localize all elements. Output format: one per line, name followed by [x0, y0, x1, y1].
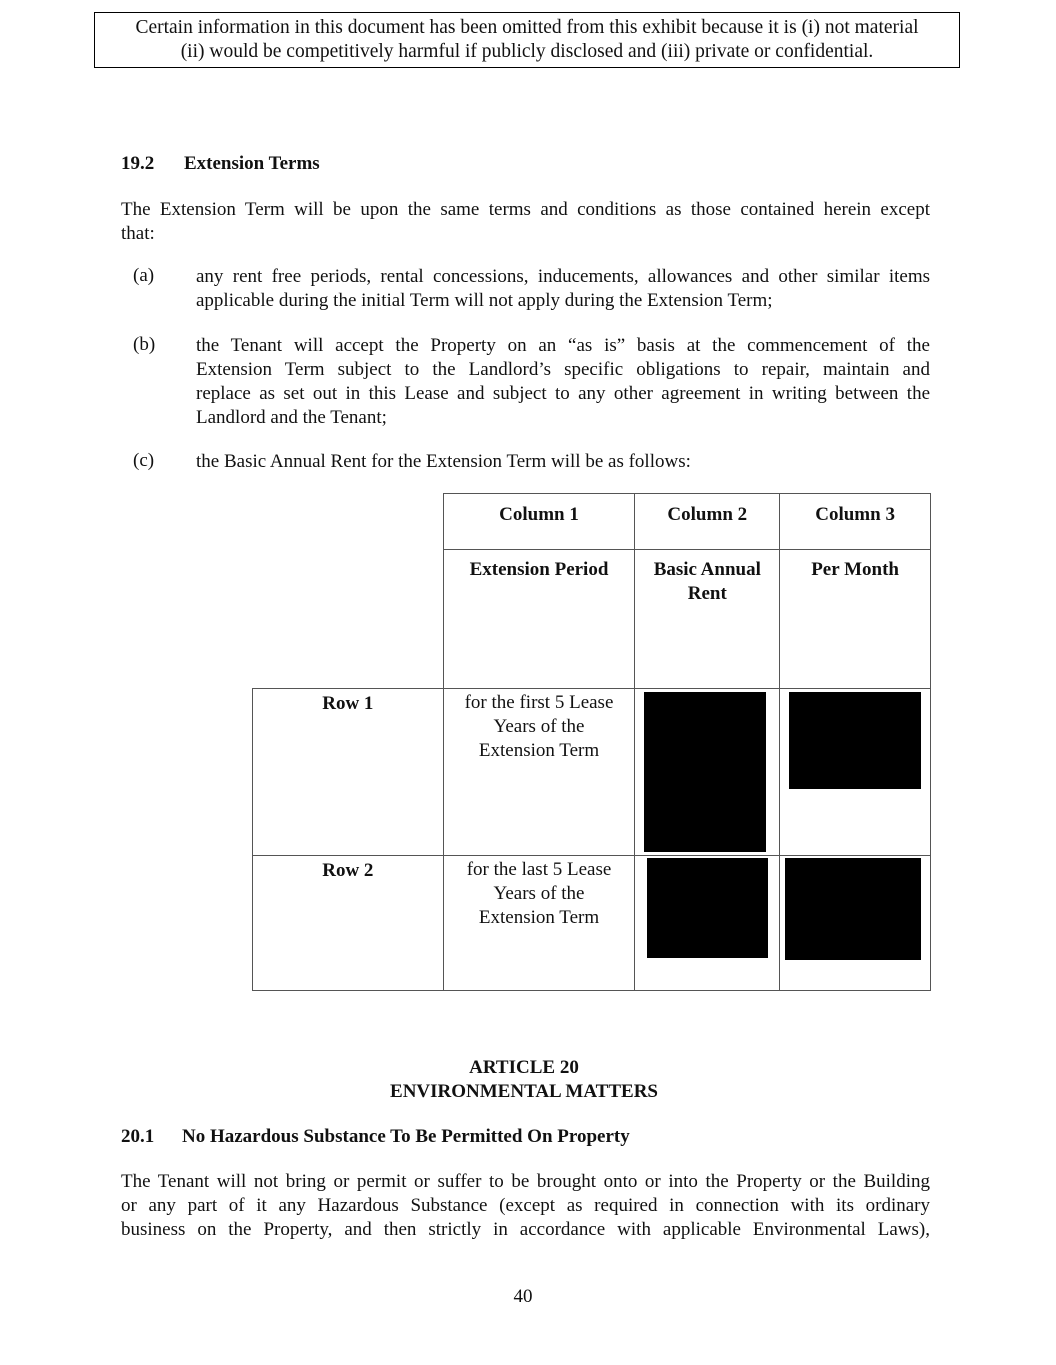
- section-20-1-number: 20.1: [121, 1126, 155, 1147]
- intro-line-2: that:: [121, 223, 155, 244]
- intro-line-1: The Extension Term will be upon the same terms and conditions as those contained herein except: [121, 199, 930, 220]
- redaction-block: [644, 692, 766, 852]
- header-basic-annual-rent-line-2: Rent: [687, 583, 727, 604]
- section-19-2-intro: [121, 198, 930, 246]
- section-19-2-title: Extension Terms: [184, 153, 320, 174]
- section-20-1-line-1: The Tenant will not bring or permit or suffer to be brought onto or into the Property or the Building: [121, 1171, 930, 1192]
- page-number: 40: [513, 1286, 533, 1307]
- section-20-1-line-3: business on the Property, and then strictly in accordance with applicable Environmental Laws),: [121, 1219, 930, 1240]
- item-a-text: [196, 265, 930, 313]
- table-corner-lower: [253, 550, 444, 689]
- column-title-2: Column 2: [635, 494, 780, 550]
- row-1-per-month-cell: [780, 689, 931, 856]
- row-2-annual-rent-cell: [635, 856, 780, 991]
- column-title-3: Column 3: [780, 494, 931, 550]
- header-basic-annual-rent-line-1: Basic Annual: [653, 559, 761, 580]
- article-20-title: ENVIRONMENTAL MATTERS: [390, 1081, 658, 1102]
- item-b-text: [196, 334, 930, 430]
- row-1-period-line-2: Years of the: [493, 716, 585, 737]
- section-20-1-text: [121, 1170, 930, 1242]
- item-b-line-2: Extension Term subject to the Landlord’s specific obligations to repair, maintain and: [196, 359, 930, 380]
- item-a-line-2: applicable during the initial Term will not apply during the Extension Term;: [196, 290, 773, 311]
- row-2-period-line-3: Extension Term: [478, 907, 600, 928]
- item-b-line-1: the Tenant will accept the Property on an “as is” basis at the commencement of the: [196, 335, 930, 356]
- row-2-per-month-cell: [780, 856, 931, 991]
- column-title-1: Column 1: [443, 494, 635, 550]
- table-row: [253, 856, 931, 991]
- table-row-column-titles: [253, 494, 931, 550]
- row-1-annual-rent-cell: [635, 689, 780, 856]
- row-label-1: Row 1: [253, 689, 444, 856]
- rent-table: [252, 493, 931, 991]
- row-2-period-line-1: for the last 5 Lease: [466, 859, 612, 880]
- redaction-block: [647, 858, 768, 958]
- item-a-label: (a): [133, 265, 155, 286]
- table-row: [253, 689, 931, 856]
- item-a-line-1: any rent free periods, rental concessions, inducements, allowances and other similar items: [196, 266, 930, 287]
- row-1-period-line-1: for the first 5 Lease: [464, 692, 614, 713]
- row-1-period-line-3: Extension Term: [478, 740, 600, 761]
- header-per-month: Per Month: [780, 550, 931, 689]
- item-b-line-3: replace as set out in this Lease and subject to any other agreement in writing between the: [196, 383, 930, 404]
- section-20-1-line-2: or any part of it any Hazardous Substance (except as required in connection with its ordinary: [121, 1195, 930, 1216]
- item-b-label: (b): [133, 334, 156, 355]
- row-1-period: [443, 689, 635, 856]
- notice-line-2: (ii) would be competitively harmful if publicly disclosed and (iii) private or confidential.: [180, 41, 874, 62]
- notice-line-1: Certain information in this document has been omitted from this exhibit because it is (i) not material: [135, 17, 919, 38]
- table-corner: [253, 494, 444, 550]
- redaction-block: [789, 692, 921, 789]
- section-20-1-title: No Hazardous Substance To Be Permitted On Property: [182, 1126, 630, 1147]
- confidentiality-notice: [94, 12, 960, 68]
- table-row-headers: [253, 550, 931, 689]
- item-c-text: [196, 450, 930, 474]
- item-c-label: (c): [133, 450, 155, 471]
- item-c-line-1: the Basic Annual Rent for the Extension Term will be as follows:: [196, 451, 691, 472]
- row-2-period: [443, 856, 635, 991]
- section-19-2-number: 19.2: [121, 153, 155, 174]
- row-2-period-line-2: Years of the: [493, 883, 585, 904]
- redaction-block: [785, 858, 921, 960]
- header-extension-period: Extension Period: [443, 550, 635, 689]
- article-20-number: ARTICLE 20: [469, 1057, 579, 1078]
- row-label-2: Row 2: [253, 856, 444, 991]
- header-basic-annual-rent: [635, 550, 780, 689]
- item-b-line-4: Landlord and the Tenant;: [196, 407, 387, 428]
